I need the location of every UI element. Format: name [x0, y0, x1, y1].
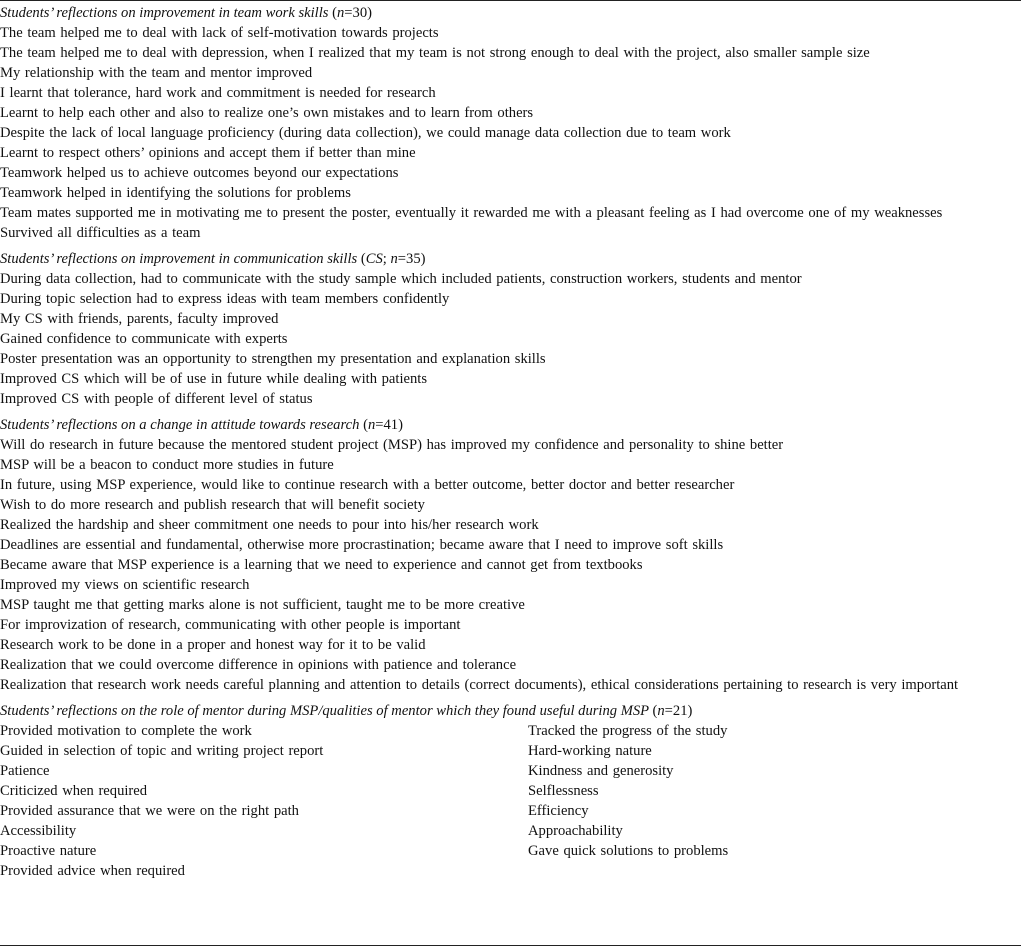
- list-item: Despite the lack of local language proficiency (during data collection), we could manage data collection due to team work: [0, 125, 731, 141]
- list-item: Survived all difficulties as a team: [0, 225, 201, 241]
- section-heading: Students’ reflections on a change in attitude towards research (n=41): [0, 417, 403, 433]
- list-item: Guided in selection of topic and writing project report: [0, 743, 324, 759]
- section-attitude-research: [0, 415, 1021, 695]
- section-mentor-role: [0, 701, 1021, 881]
- section-heading: Students’ reflections on the role of mentor during MSP/qualities of mentor which they found useful during MSP (n=21): [0, 703, 693, 719]
- item-list: [0, 23, 1021, 243]
- n-value: 21: [672, 703, 688, 719]
- list-item: Will do research in future because the mentored student project (MSP) has improved my confidence and personality to shine better: [0, 437, 784, 453]
- list-item: The team helped me to deal with depression, when I realized that my team is not strong enough to deal with the project, also smaller sample size: [0, 45, 870, 61]
- list-item: Learnt to help each other and also to realize one’s own mistakes and to learn from others: [0, 105, 534, 121]
- list-item: Accessibility: [0, 823, 77, 839]
- mentor-columns: [0, 721, 1021, 881]
- list-item: I learnt that tolerance, hard work and commitment is needed for research: [0, 85, 436, 101]
- list-item: Hard-working nature: [528, 743, 652, 759]
- n-value: 30: [352, 5, 368, 21]
- list-item: The team helped me to deal with lack of self-motivation towards projects: [0, 25, 439, 41]
- list-item: Became aware that MSP experience is a learning that we need to experience and cannot get from textbooks: [0, 557, 643, 573]
- list-item: Improved CS which will be of use in future while dealing with patients: [0, 371, 428, 387]
- list-item: During topic selection had to express ideas with team members confidently: [0, 291, 450, 307]
- list-item: Poster presentation was an opportunity to strengthen my presentation and explanation skills: [0, 351, 546, 367]
- item-list: [0, 435, 1021, 695]
- list-item: Learnt to respect others’ opinions and accept them if better than mine: [0, 145, 416, 161]
- list-item: Gained confidence to communicate with experts: [0, 331, 288, 347]
- list-item: Teamwork helped in identifying the solutions for problems: [0, 185, 351, 201]
- list-item: Research work to be done in a proper and honest way for it to be valid: [0, 637, 426, 653]
- section-heading: Students’ reflections on improvement in communication skills (CS; n=35): [0, 251, 426, 267]
- heading-text: Students’ reflections on a change in attitude towards research: [0, 417, 360, 433]
- list-item: Improved CS with people of different level of status: [0, 391, 313, 407]
- heading-text: Students’ reflections on improvement in team work skills: [0, 5, 329, 21]
- list-item: In future, using MSP experience, would like to continue research with a better outcome, better doctor and better researcher: [0, 477, 735, 493]
- list-item: Deadlines are essential and fundamental, otherwise more procrastination; became aware that I need to improve soft skills: [0, 537, 724, 553]
- list-item: Approachability: [528, 823, 623, 839]
- heading-abbr: CS: [365, 251, 383, 267]
- list-item: Provided assurance that we were on the right path: [0, 803, 299, 819]
- list-item: For improvization of research, communicating with other people is important: [0, 617, 461, 633]
- list-item: Provided advice when required: [0, 863, 185, 879]
- table-bottom-rule: [0, 945, 1021, 946]
- list-item: Realized the hardship and sheer commitment one needs to pour into his/her research work: [0, 517, 539, 533]
- list-item: My CS with friends, parents, faculty improved: [0, 311, 279, 327]
- list-item: Proactive nature: [0, 843, 97, 859]
- list-item: Realization that research work needs careful planning and attention to details (correct documents), ethical considerations pertaining to research is very important: [0, 677, 959, 693]
- list-item: Gave quick solutions to problems: [528, 843, 729, 859]
- item-list: [0, 269, 1021, 409]
- heading-text: Students’ reflections on improvement in communication skills: [0, 251, 358, 267]
- mentor-left-column: [0, 721, 528, 881]
- section-heading: Students’ reflections on improvement in team work skills (n=30): [0, 5, 372, 21]
- reflections-table: [0, 3, 1021, 887]
- section-team-work: [0, 3, 1021, 243]
- list-item: My relationship with the team and mentor improved: [0, 65, 313, 81]
- list-item: Efficiency: [528, 803, 589, 819]
- n-value: 41: [383, 417, 399, 433]
- list-item: Criticized when required: [0, 783, 148, 799]
- list-item: Team mates supported me in motivating me to present the poster, eventually it rewarded me with a pleasant feeling as I had overcome one of my weaknesses: [0, 205, 943, 221]
- list-item: MSP taught me that getting marks alone is not sufficient, taught me to be more creative: [0, 597, 525, 613]
- list-item: Realization that we could overcome difference in opinions with patience and tolerance: [0, 657, 517, 673]
- section-communication-skills: [0, 249, 1021, 409]
- list-item: Teamwork helped us to achieve outcomes beyond our expectations: [0, 165, 399, 181]
- list-item: Patience: [0, 763, 50, 779]
- mentor-right-column: [528, 721, 1021, 881]
- list-item: Wish to do more research and publish research that will benefit society: [0, 497, 425, 513]
- list-item: During data collection, had to communicate with the study sample which included patients, construction workers, students and mentor: [0, 271, 802, 287]
- list-item: Tracked the progress of the study: [528, 723, 728, 739]
- list-item: Improved my views on scientific research: [0, 577, 250, 593]
- n-value: 35: [406, 251, 421, 267]
- heading-text: Students’ reflections on the role of mentor during MSP/qualities of mentor which they found useful during MSP: [0, 703, 649, 719]
- table-top-rule: [0, 0, 1021, 1]
- list-item: Kindness and generosity: [528, 763, 674, 779]
- list-item: Provided motivation to complete the work: [0, 723, 252, 739]
- list-item: Selflessness: [528, 783, 599, 799]
- list-item: MSP will be a beacon to conduct more studies in future: [0, 457, 334, 473]
